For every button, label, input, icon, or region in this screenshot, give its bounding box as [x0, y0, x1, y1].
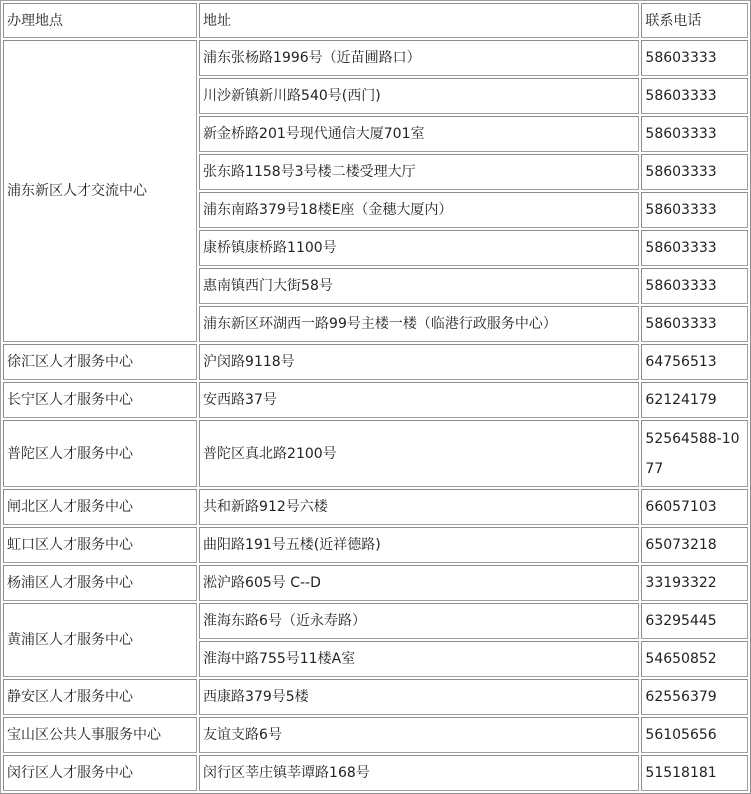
address-cell: 安西路37号 [199, 382, 639, 418]
location-cell: 虹口区人才服务中心 [3, 527, 197, 563]
location-cell: 杨浦区人才服务中心 [3, 565, 197, 601]
location-cell: 闸北区人才服务中心 [3, 489, 197, 525]
header-phone: 联系电话 [641, 3, 748, 38]
phone-cell: 66057103 [641, 489, 748, 525]
location-cell: 普陀区人才服务中心 [3, 420, 197, 487]
location-cell: 静安区人才服务中心 [3, 679, 197, 715]
address-cell: 西康路379号5楼 [199, 679, 639, 715]
table-row [3, 382, 748, 418]
location-cell: 宝山区公共人事服务中心 [3, 717, 197, 753]
address-cell: 曲阳路191号五楼(近祥德路) [199, 527, 639, 563]
location-cell: 浦东新区人才交流中心 [3, 40, 197, 342]
address-cell: 浦东张杨路1996号（近苗圃路口） [199, 40, 639, 76]
address-cell: 淞沪路605号 C--D [199, 565, 639, 601]
table-row [3, 755, 748, 791]
location-cell: 徐汇区人才服务中心 [3, 344, 197, 380]
table-row [3, 603, 748, 639]
address-cell: 友谊支路6号 [199, 717, 639, 753]
phone-cell: 62124179 [641, 382, 748, 418]
table-row [3, 344, 748, 380]
phone-cell: 58603333 [641, 268, 748, 304]
phone-cell: 58603333 [641, 306, 748, 342]
phone-cell: 58603333 [641, 192, 748, 228]
location-cell: 长宁区人才服务中心 [3, 382, 197, 418]
address-cell: 沪闵路9118号 [199, 344, 639, 380]
header-address: 地址 [199, 3, 639, 38]
location-cell: 闵行区人才服务中心 [3, 755, 197, 791]
address-cell: 浦东新区环湖西一路99号主楼一楼（临港行政服务中心） [199, 306, 639, 342]
table-row [3, 527, 748, 563]
table-header-row [3, 3, 748, 38]
address-cell: 张东路1158号3号楼二楼受理大厅 [199, 154, 639, 190]
phone-cell: 58603333 [641, 78, 748, 114]
phone-cell: 56105656 [641, 717, 748, 753]
phone-cell: 64756513 [641, 344, 748, 380]
table-row [3, 489, 748, 525]
table-row [3, 420, 748, 487]
address-cell: 闵行区莘庄镇莘谭路168号 [199, 755, 639, 791]
phone-cell: 58603333 [641, 116, 748, 152]
header-location: 办理地点 [3, 3, 197, 38]
table-row [3, 717, 748, 753]
table-row [3, 565, 748, 601]
address-cell: 惠南镇西门大街58号 [199, 268, 639, 304]
phone-cell: 52564588-1077 [641, 420, 748, 487]
phone-cell: 58603333 [641, 40, 748, 76]
phone-cell: 62556379 [641, 679, 748, 715]
address-cell: 川沙新镇新川路540号(西门) [199, 78, 639, 114]
address-cell: 淮海东路6号（近永寿路） [199, 603, 639, 639]
table-row [3, 679, 748, 715]
phone-cell: 58603333 [641, 154, 748, 190]
phone-cell: 63295445 [641, 603, 748, 639]
phone-cell: 33193322 [641, 565, 748, 601]
address-cell: 新金桥路201号现代通信大厦701室 [199, 116, 639, 152]
address-cell: 普陀区真北路2100号 [199, 420, 639, 487]
address-cell: 康桥镇康桥路1100号 [199, 230, 639, 266]
phone-cell: 54650852 [641, 641, 748, 677]
address-cell: 浦东南路379号18楼E座（金穗大厦内） [199, 192, 639, 228]
location-cell: 黄浦区人才服务中心 [3, 603, 197, 677]
phone-cell: 51518181 [641, 755, 748, 791]
phone-cell: 65073218 [641, 527, 748, 563]
address-cell: 共和新路912号六楼 [199, 489, 639, 525]
phone-cell: 58603333 [641, 230, 748, 266]
address-cell: 淮海中路755号11楼A室 [199, 641, 639, 677]
table-row [3, 40, 748, 76]
